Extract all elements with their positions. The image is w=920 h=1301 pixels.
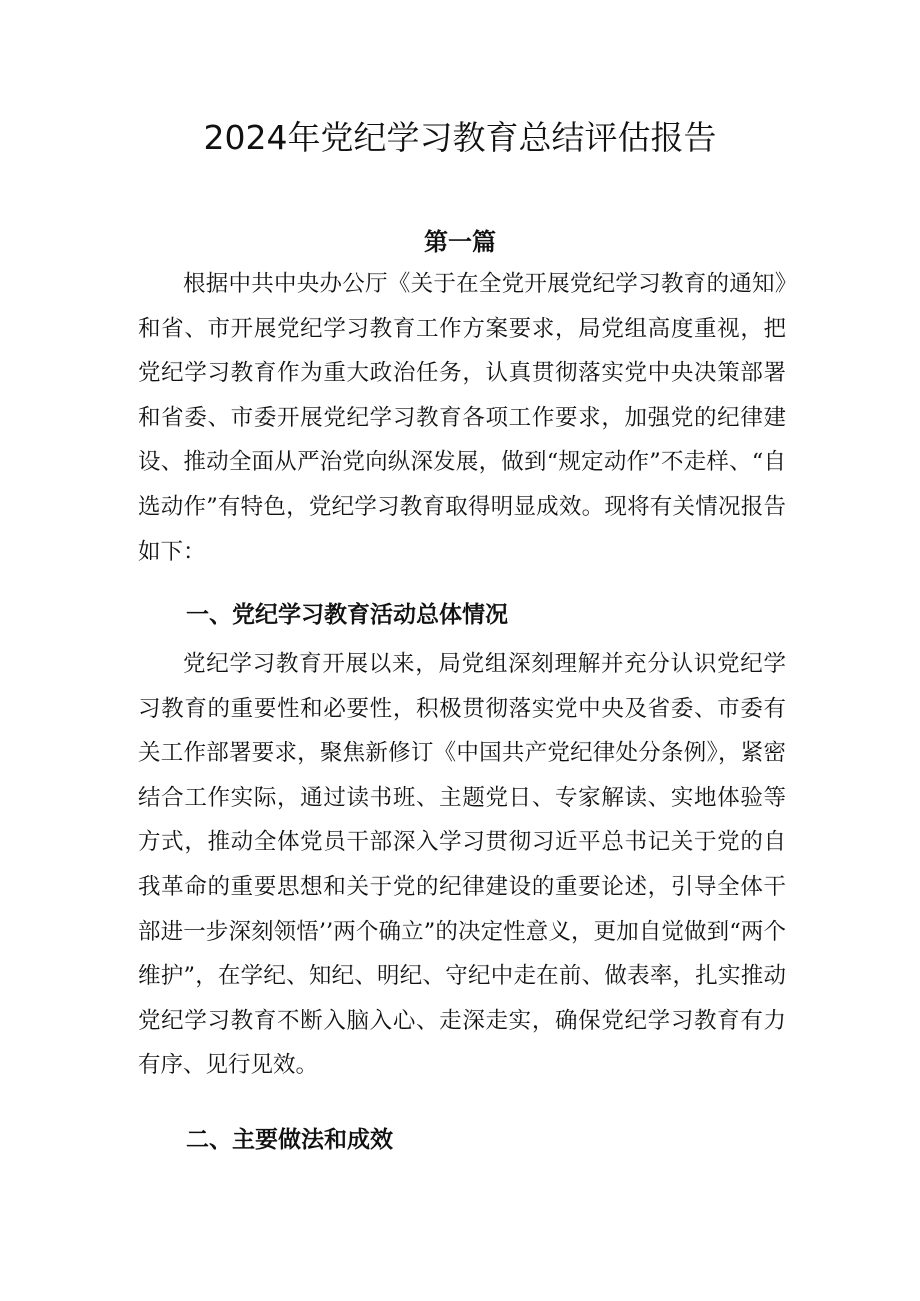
section-one-paragraph: 党纪学习教育开展以来，局党组深刻理解并充分认识党纪学习教育的重要性和必要性，积极贯彻落实党中央及省委、市委有关工作部署要求，聚焦新修订《中国共产党纪律处分条例》，紧密结合工作实际，通过读书班、主题党日、专家解读、实地体验等方式，推动全体党员干部深入学习贯彻习近平总书记关于党的自我革命的重要思想和关于党的纪律建设的重要论述，引导全体干部进一步深刻领悟’’两个确立”的决定性意义，更加自觉做到“两个维护”，在学纪、知纪、明纪、守纪中走在前、做表率，扎实推动党纪学习教育不断入脑入心、走深走实，确保党纪学习教育有力有序、见行见效。 — [138, 651, 786, 1079]
part-title: 第一篇 — [424, 228, 496, 256]
document-title: 2024年党纪学习教育总结评估报告 — [203, 118, 717, 157]
section-two-heading: 二、主要做法和成效 — [186, 1127, 393, 1153]
section-one-heading: 一、党纪学习教育活动总体情况 — [186, 602, 508, 628]
intro-paragraph: 根据中共中央办公厅《关于在全党开展党纪学习教育的通知》和省、市开展党纪学习教育工作方案要求，局党组高度重视，把党纪学习教育作为重大政治任务，认真贯彻落实党中央决策部署和省委、市委开展党纪学习教育各项工作要求，加强党的纪律建设、推动全面从严治党向纵深发展，做到“规定动作”不走样、“自选动作”有特色，党纪学习教育取得明显成效。现将有关情况报告如下： — [138, 271, 786, 565]
